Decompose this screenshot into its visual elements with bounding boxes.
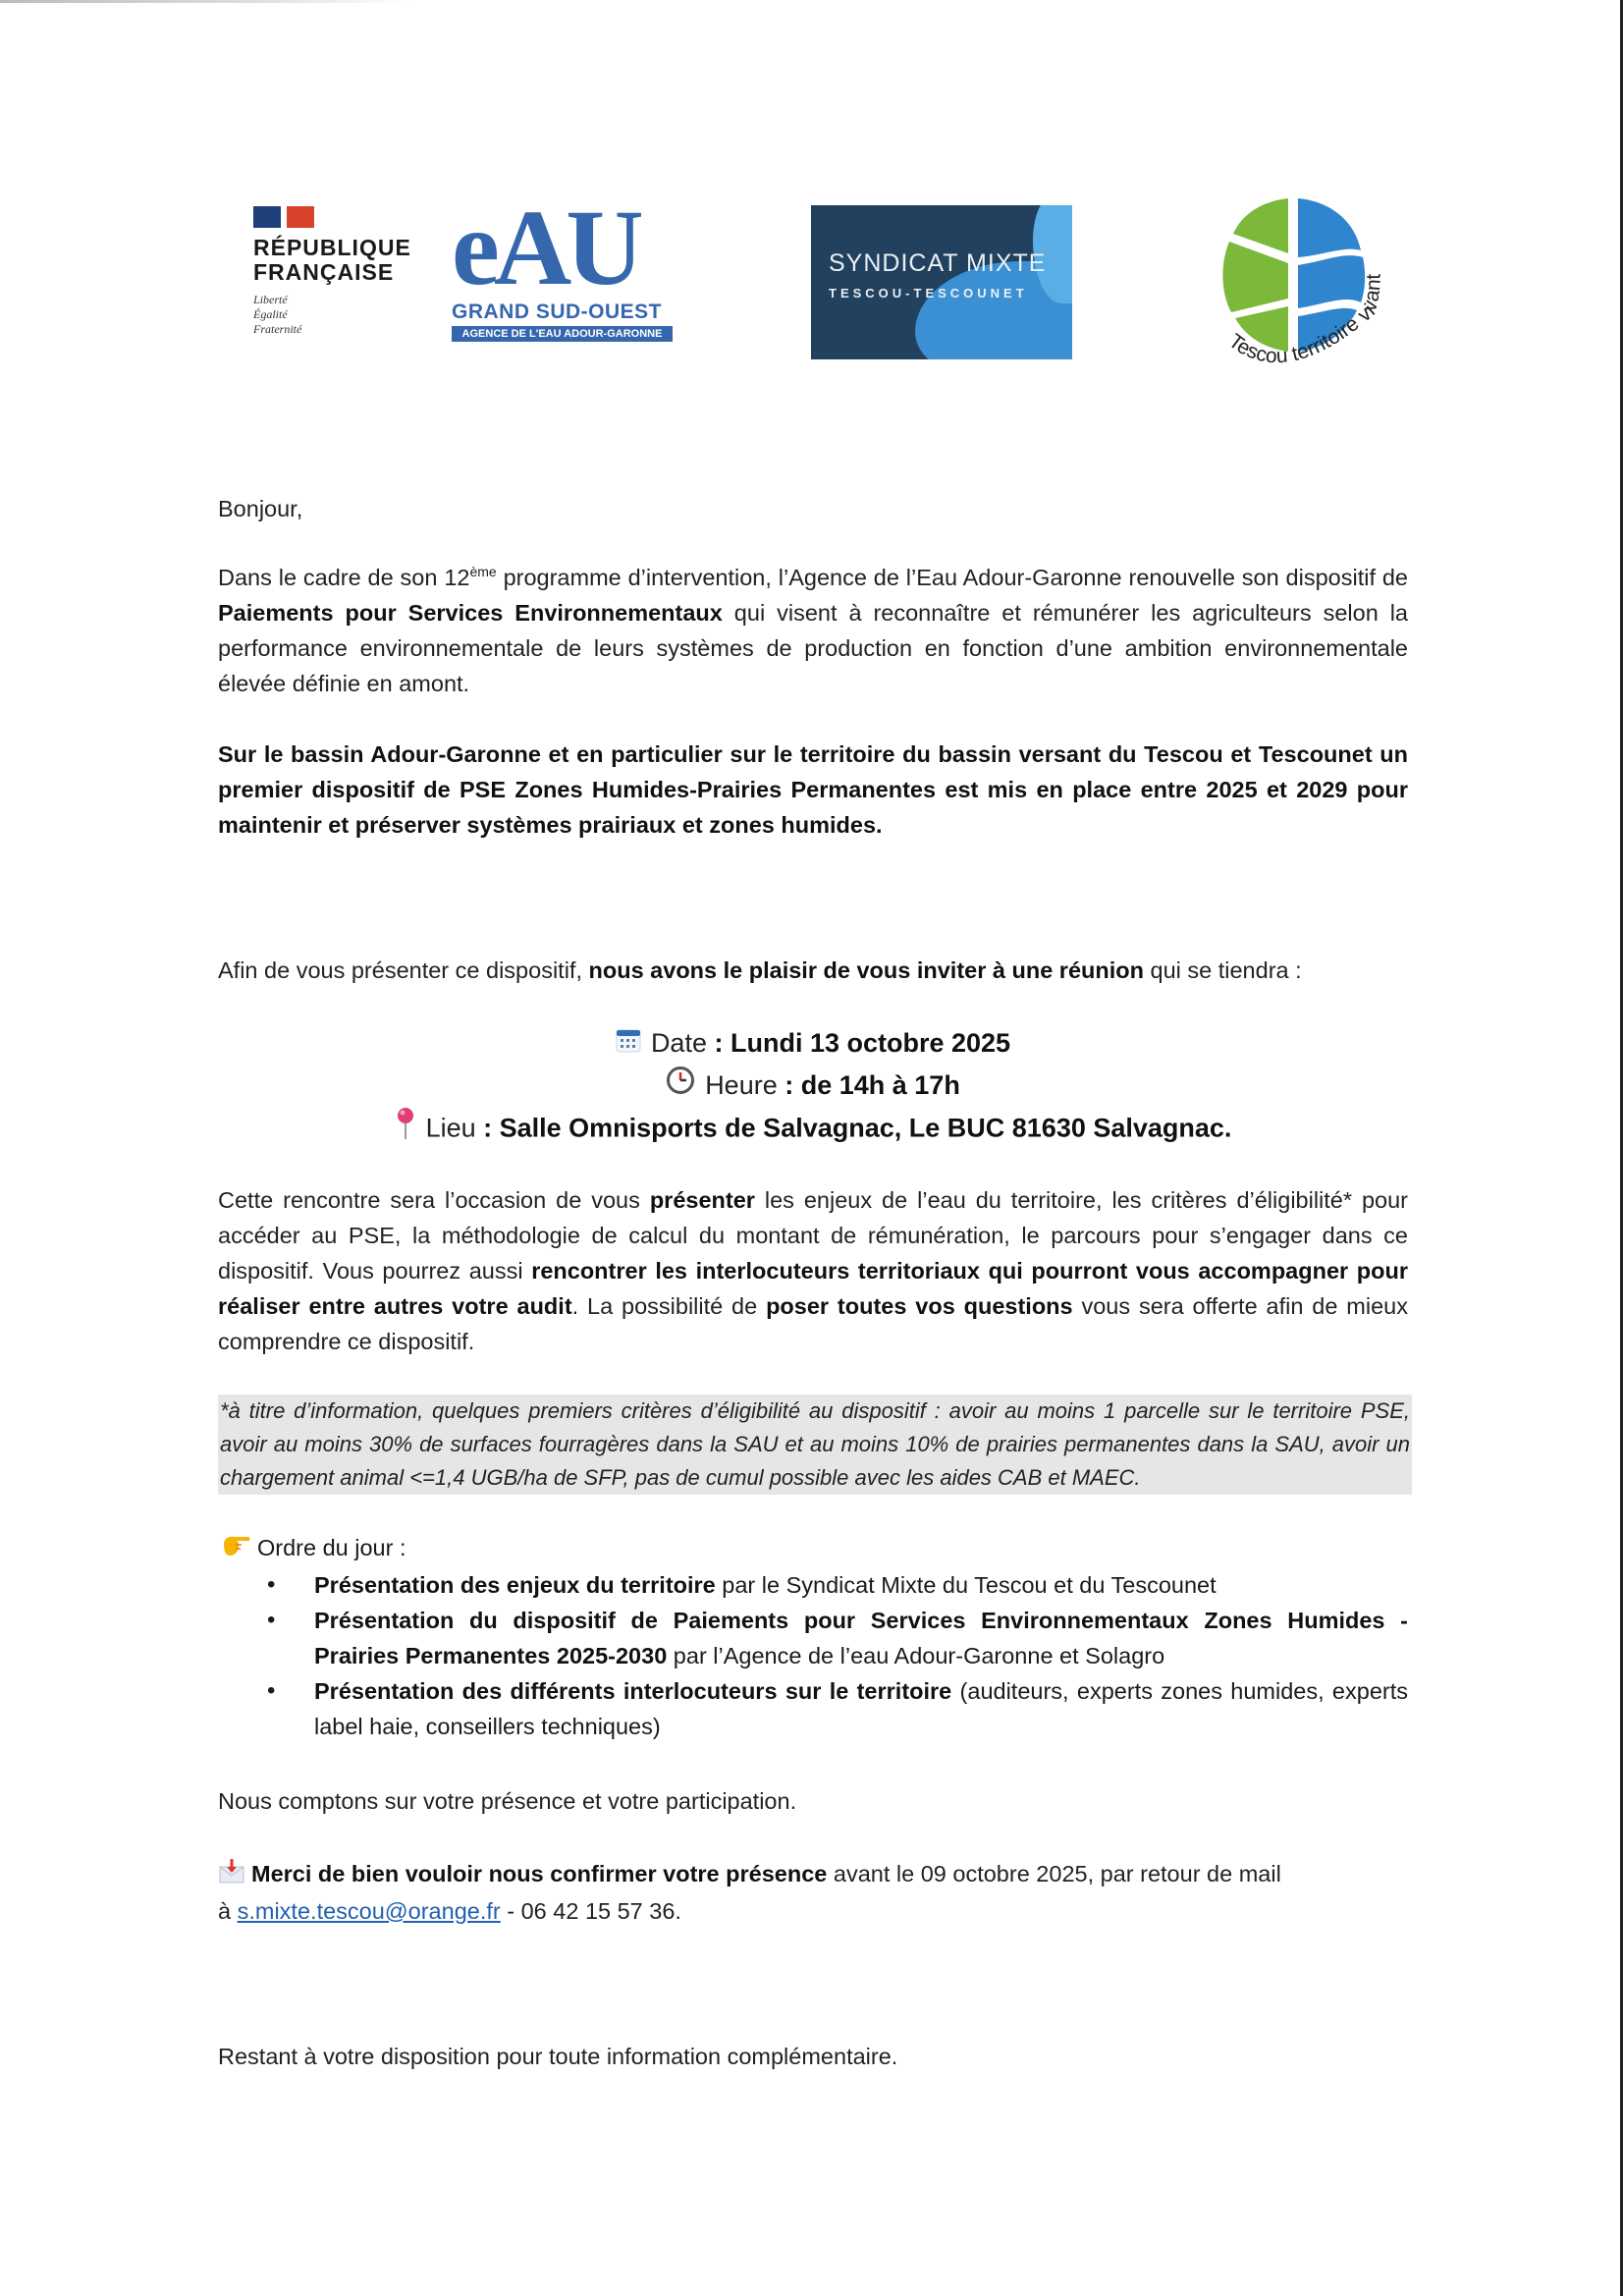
pse-paragraph: Sur le bassin Adour-Garonne et en particulier sur le territoire du bassin versant du Tescou et Tescounet un premier dispositif de PSE Zones Humides-Prairies Permanentes est mis en place entre 2025 et 2029 pour maintenir et préserver systèmes prairiaux et zones humides. — [218, 741, 1408, 838]
eau-subtitle: GRAND SUD-OUEST — [452, 301, 663, 323]
invite-text: qui se tiendra : — [1143, 957, 1302, 983]
email-link[interactable]: s.mixte.tescou@orange.fr — [237, 1897, 501, 1924]
para1-text: qui visent à reconnaître et rémunérer les agriculteurs selon la performance environnementale de leurs systèmes de production en fonction d’une ambition environnementale élevée définie en amont. — [218, 600, 1408, 696]
agenda-item-text: (auditeurs, experts zones humides, experts label haie, conseillers techniques) — [314, 1678, 1408, 1739]
eau-wordmark: eAU — [452, 188, 638, 307]
motto-egalite: Égalité — [253, 307, 288, 321]
clock-icon — [666, 1066, 695, 1108]
agenda-item — [218, 1567, 1408, 1603]
rf-name-line1: RÉPUBLIQUE — [253, 235, 411, 260]
para1-text: Dans le cadre de son 12 — [218, 565, 470, 590]
place-label: Lieu — [425, 1113, 476, 1143]
envelope-arrow-icon — [218, 1858, 245, 1893]
agenda-item — [218, 1673, 1408, 1744]
date-label: Date — [650, 1028, 707, 1058]
details-text: . La possibilité de — [571, 1293, 767, 1319]
republique-francaise-logo — [253, 206, 411, 337]
invitation-paragraph — [218, 953, 1408, 988]
closing-disposition: Restant à votre disposition pour toute information complémentaire. — [218, 2044, 898, 2069]
closing-participation: Nous comptons sur votre présence et votre participation. — [218, 1788, 797, 1814]
details-paragraph — [218, 1182, 1408, 1359]
tescou-territoire-vivant-logo — [1208, 196, 1389, 373]
motto-fraternite: Fraternité — [253, 322, 302, 336]
phone-number: - 06 42 15 57 36. — [500, 1897, 681, 1924]
syndicat-subtitle: TESCOU-TESCOUNET — [829, 286, 1028, 301]
details-text: Cette rencontre sera l’occasion de vous — [218, 1187, 650, 1213]
superscript-eme: ème — [469, 564, 497, 580]
details-text: vous sera offerte afin de mieux comprendre ce dispositif. — [218, 1293, 1408, 1354]
place-value: : Salle Omnisports de Salvagnac, Le BUC 81630 Salvagnac. — [475, 1113, 1232, 1143]
agenda-list — [218, 1567, 1408, 1744]
date-value: : Lundi 13 octobre 2025 — [706, 1028, 1011, 1058]
time-label: Heure — [705, 1070, 778, 1100]
agenda-item-bold: Présentation des différents interlocuteurs sur le territoire — [314, 1678, 952, 1704]
details-bold: rencontrer les interlocuteurs territoriaux qui pourront vous accompagner pour réaliser entre autres votre audit — [218, 1258, 1408, 1319]
pointing-hand-icon — [222, 1532, 251, 1567]
marianne-flag-icon — [253, 206, 411, 228]
para1-text: programme d’intervention, l’Agence de l’Eau Adour-Garonne renouvelle son dispositif de — [496, 565, 1408, 590]
details-text: les enjeux de l’eau du territoire, les critères d’éligibilité* pour accéder au PSE, la méthodologie de calcul du montant de rémunération, le parcours pour s’engager dans ce dispositif. Vous pourrez aussi — [218, 1187, 1408, 1284]
invite-bold: nous avons le plaisir de vous inviter à une réunion — [588, 957, 1144, 983]
rf-motto — [253, 293, 411, 337]
tescou-leaf-icon — [1208, 196, 1389, 373]
agenda-item-text: par l’Agence de l’eau Adour-Garonne et Solagro — [667, 1643, 1165, 1668]
time-value: : de 14h à 17h — [777, 1070, 960, 1100]
agenda-item-bold: Présentation des enjeux du territoire — [314, 1572, 716, 1598]
agenda-title: Ordre du jour : — [257, 1535, 406, 1560]
rsvp-paragraph — [218, 1856, 1408, 1929]
greeting: Bonjour, — [218, 496, 303, 521]
agenda-item-bold: Présentation du dispositif de Paiements pour Services Environnementaux Zones Humides - Prairies Permanentes 2025-2030 — [314, 1608, 1408, 1668]
intro-paragraph — [218, 560, 1408, 701]
rsvp-text: avant le 09 octobre 2025, par retour de mail — [827, 1861, 1281, 1886]
rsvp-bold: Merci de bien vouloir nous confirmer votre présence — [251, 1861, 828, 1886]
details-bold: poser toutes vos questions — [766, 1293, 1073, 1319]
agence-eau-logo — [452, 188, 673, 342]
syndicat-mixte-logo — [811, 205, 1072, 359]
details-bold: présenter — [649, 1187, 755, 1213]
agenda-item-text: par le Syndicat Mixte du Tescou et du Tescounet — [715, 1572, 1217, 1598]
rf-name-line2: FRANÇAISE — [253, 259, 395, 285]
agenda-heading — [222, 1530, 406, 1567]
meeting-time — [218, 1065, 1408, 1108]
svg-text:Tescou territoire vivant: Tescou territoire vivant — [1223, 273, 1385, 368]
motto-liberte: Liberté — [253, 293, 288, 306]
meeting-date — [218, 1022, 1408, 1066]
rsvp-prefix: à — [218, 1897, 238, 1924]
para1-bold: Paiements pour Services Environnementaux — [218, 600, 723, 626]
meeting-place — [218, 1107, 1408, 1153]
eau-band: AGENCE DE L'EAU ADOUR-GARONNE — [452, 326, 673, 342]
pushpin-icon — [395, 1107, 416, 1153]
invite-text: Afin de vous présenter ce dispositif, — [218, 957, 589, 983]
eligibility-footnote: *à titre d’information, quelques premiers critères d’éligibilité au dispositif : avoir au moins 1 parcelle sur le territoire PSE, avoir au moins 30% de surfaces fourragères dans la SAU et au moins 10% de prairies permanentes dans la SAU, avoir un chargement animal <=1,4 UGB/ha de SFP, pas de cumul possible avec les aides CAB et MAEC. — [218, 1394, 1412, 1495]
syndicat-title: SYNDICAT MIXTE — [829, 249, 1047, 277]
calendar-icon — [616, 1023, 641, 1066]
scan-artifact — [0, 0, 412, 3]
agenda-item — [218, 1603, 1408, 1673]
